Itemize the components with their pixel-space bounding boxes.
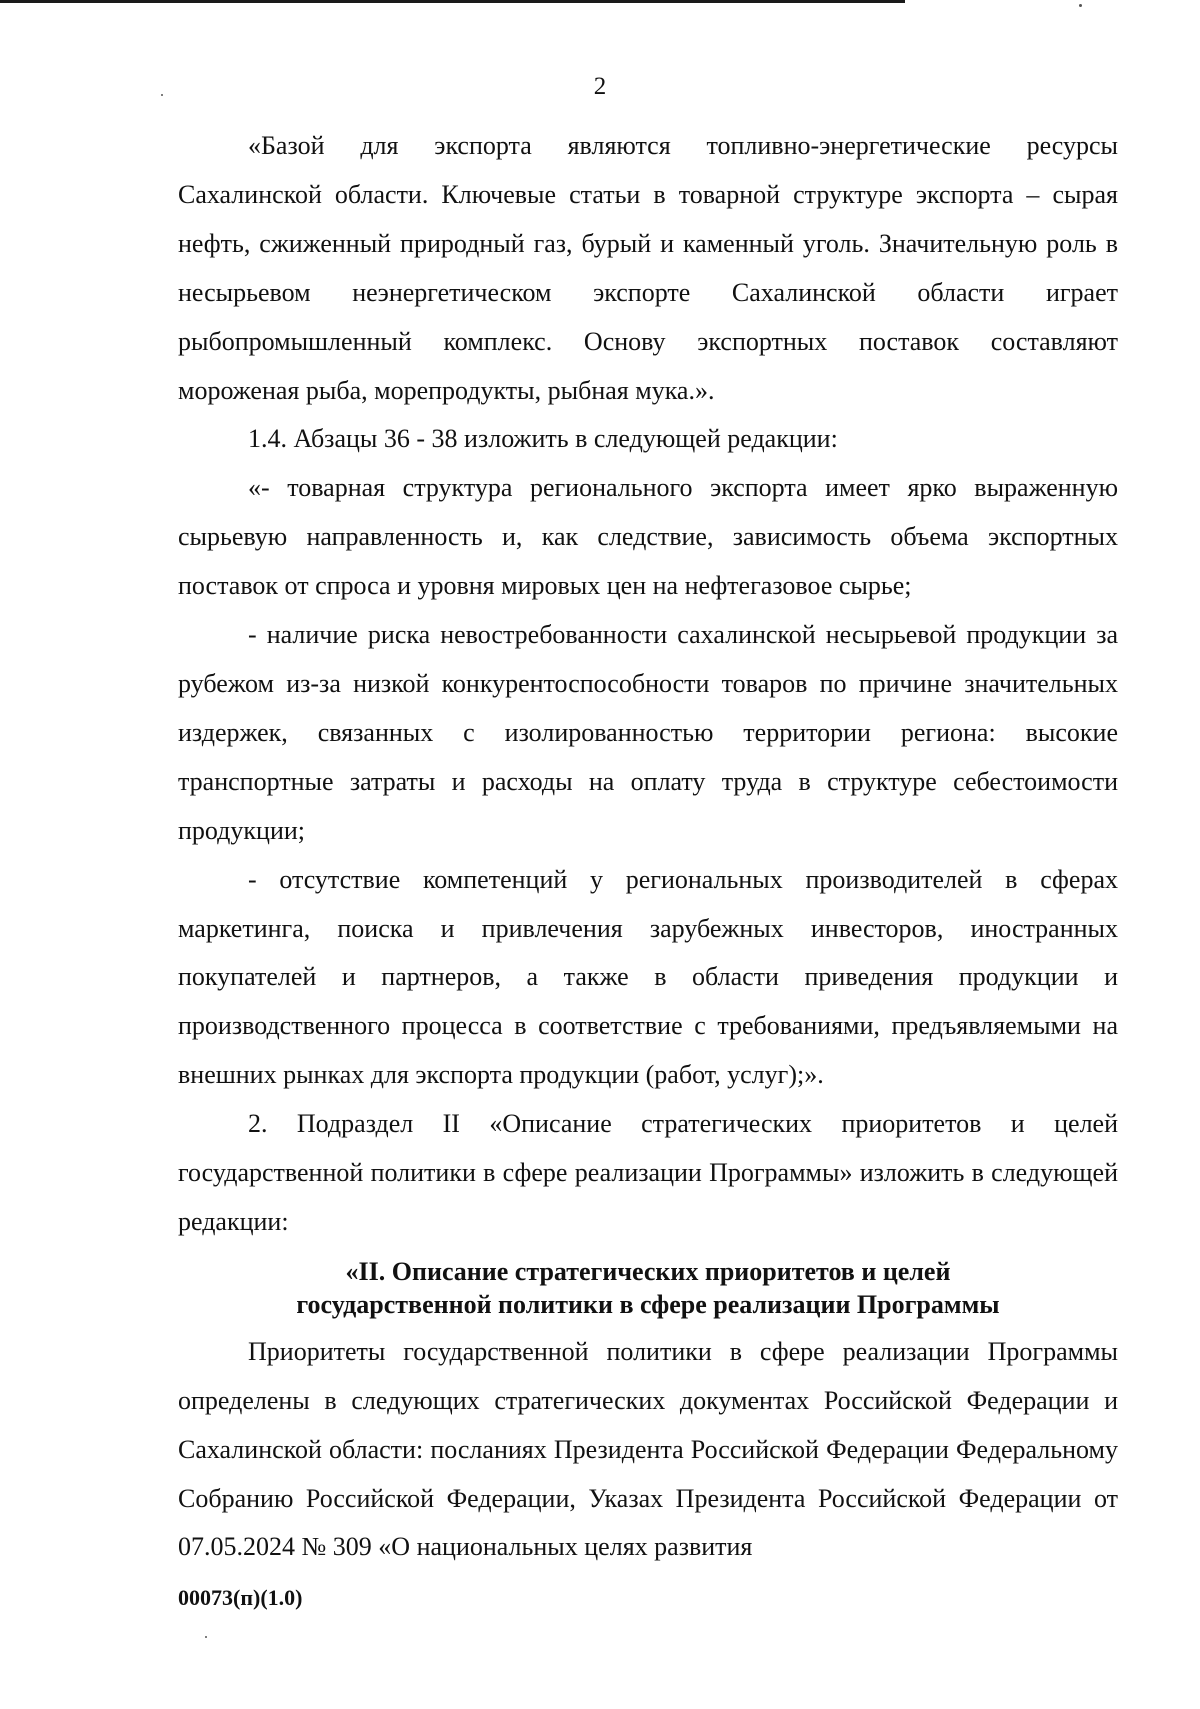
section-heading-line: «II. Описание стратегических приоритетов и целей: [345, 1256, 951, 1286]
body-paragraph: 2. Подраздел II «Описание стратегических приоритетов и целей государственной политики в сфере реализации Программы» изложить в следующей редакции:: [178, 1109, 1118, 1236]
document-code: 00073(п)(1.0): [178, 1585, 303, 1610]
top-border-line: [0, 0, 905, 3]
page-number: 2: [593, 73, 607, 100]
body-paragraph: «Базой для экспорта являются топливно-энергетические ресурсы Сахалинской области. Ключевые статьи в товарной структуре экспорта – сырая нефть, сжиженный природный газ, бурый и каменный уголь. Значительную роль в несырьевом неэнергетическом экспорте Сахалинской области играет рыбопромышленный комплекс. Основу экспортных поставок составляют мороженая рыба, морепродукты, рыбная мука.».: [178, 131, 1118, 405]
document-body: [178, 122, 1118, 1572]
body-paragraph: «- товарная структура регионального экспорта имеет ярко выраженную сырьевую направленность и, как следствие, зависимость объема экспортных поставок от спроса и уровня мировых цен на нефтегазовое сырье;: [178, 473, 1118, 601]
scan-artifact: [205, 1636, 207, 1638]
body-paragraph: - наличие риска невостребованности сахалинской несырьевой продукции за рубежом из-за низкой конкурентоспособности товаров по причине значительных издержек, связанных с изолированностью территории региона: высокие транспортные затраты и расходы на оплату труда в структуре себестоимости продукции;: [178, 620, 1118, 845]
body-paragraph: 1.4. Абзацы 36 - 38 изложить в следующей редакции:: [248, 424, 838, 454]
body-paragraph: Приоритеты государственной политики в сфере реализации Программы определены в следующих стратегических документах Российской Федерации и Сахалинской области: посланиях Президента Российской Федерации Федеральному Собранию Российской Федерации, Указах Президента Российской Федерации от 07.05.2024 № 309 «О национальных целях развития: [178, 1336, 1118, 1562]
section-heading-line: государственной политики в сфере реализации Программы: [296, 1289, 1000, 1319]
body-paragraph: - отсутствие компетенций у региональных производителей в сферах маркетинга, поиска и привлечения зарубежных инвесторов, иностранных покупателей и партнеров, а также в области приведения продукции и производственного процесса в соответствие с требованиями, предъявляемыми на внешних рынках для экспорта продукции (работ, услуг);».: [178, 864, 1118, 1090]
section-heading: [178, 1255, 1118, 1321]
scan-artifact: [1079, 4, 1082, 7]
